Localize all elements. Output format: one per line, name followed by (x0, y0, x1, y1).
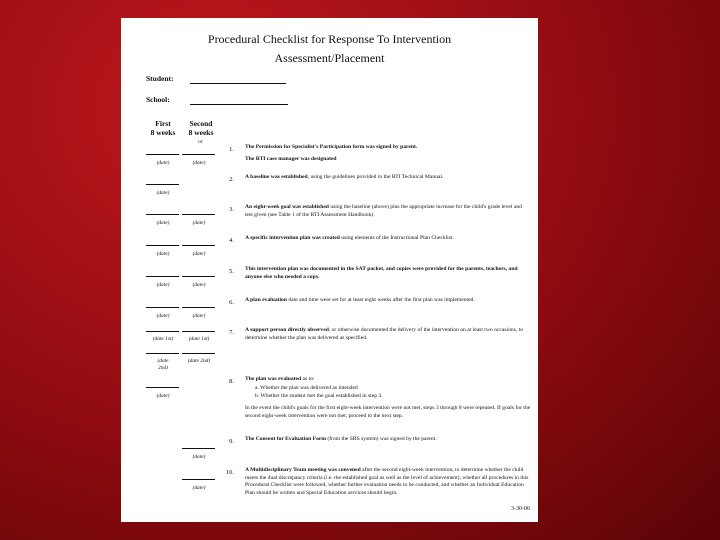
date-label: (date) (192, 282, 206, 288)
step-number: 4. (229, 237, 234, 244)
document-date: 3-30-06 (511, 506, 530, 512)
step-number: 5. (229, 268, 234, 275)
step-text: An eight-week goal was established using the baseline (above) plus the appropriate increase for the child's grade level and test given (see Table 1 of the RTI Assessment Handbook). (245, 204, 522, 218)
date-1st-label: (date 1st) (152, 336, 174, 342)
date-2nd-label: (date (157, 358, 169, 364)
date-label: (date) (192, 485, 206, 491)
signature-line[interactable] (182, 448, 215, 449)
signature-line[interactable] (146, 214, 179, 215)
signature-line[interactable] (182, 307, 215, 308)
step-number: 8. (229, 378, 234, 385)
date-label: (date) (192, 220, 206, 226)
step-number: 6. (229, 299, 234, 306)
date-label: (date) (156, 220, 170, 226)
step-text: A plan evaluation date and time were set for at least eight weeks after the first plan was implemented. (245, 297, 475, 303)
step-text: The plan was evaluated as to: (245, 376, 315, 382)
signature-line[interactable] (182, 214, 215, 215)
signature-line[interactable] (146, 387, 179, 388)
signature-line[interactable] (182, 479, 215, 480)
date-label: (date) (156, 313, 170, 319)
signature-line[interactable] (146, 307, 179, 308)
step-text: This intervention plan was documented in the SAT packet, and copies were provided for the parents, teachers, and anyone else who needed a copy. (245, 266, 518, 280)
date-label: (date) (192, 251, 206, 257)
step-number: 9. (229, 438, 234, 445)
step-number: 3. (229, 206, 234, 213)
date-label: (date) (156, 190, 170, 196)
student-field[interactable] (190, 83, 286, 84)
step8-sub-b: b. Whether the student met the goal established in step 3. (255, 393, 383, 399)
step-text: A baseline was established, using the guidelines provided in the RTI Technical Manual. (245, 174, 444, 180)
date-label: (date) (192, 160, 206, 166)
signature-line[interactable] (146, 353, 179, 354)
date-label: (date) (156, 251, 170, 257)
or-label: or (198, 139, 203, 145)
signature-line[interactable] (182, 245, 215, 246)
school-label: School: (146, 95, 170, 104)
step-text: The RTI case manager was designated (245, 156, 337, 162)
date-1st-label: (date 1st) (188, 336, 210, 342)
step-number: 2. (229, 176, 234, 183)
signature-line[interactable] (146, 276, 179, 277)
step-number: 7. (229, 329, 234, 336)
step-number: 1. (229, 146, 234, 153)
signature-line[interactable] (182, 276, 215, 277)
page-title: Procedural Checklist for Response To Intervention (207, 32, 452, 46)
step8-sub-a: a. Whether the plan was delivered as intended (255, 385, 358, 391)
date-label: (date) (192, 313, 206, 319)
date-label: (date) (192, 454, 206, 460)
signature-line[interactable] (182, 353, 215, 354)
signature-line[interactable] (182, 331, 215, 332)
step8-note: In the event the child's goals for the first eight-week intervention were not met, steps 3 through 8 were repeated. If goals for the second eight-week intervention were not met, proceed to the next step. (245, 405, 531, 419)
checklist-page (121, 18, 538, 522)
date-2nd-label: (date 2nd) (187, 358, 211, 364)
date-label: (date) (156, 160, 170, 166)
step-text: A Multidisciplinary Team meeting was convened after the second eight-week intervention, to determine whether the child meets the dual discrepancy criteria (i.e. the established goal as well as the level of achievement), whether all procedures in this Procedural Checklist were followed, whether further evaluation needs to be conducted, and whether an Individual Education Plan should be written and Special Education services should begin. (245, 467, 529, 496)
step-text: The Consent for Evaluation Form (from the SRS system) was signed by the parent. (245, 436, 437, 442)
signature-line[interactable] (146, 245, 179, 246)
column-header-second: Second 8 weeks (188, 119, 214, 137)
step-text: The Permission for Specialist's Participation form was signed by parent. (245, 144, 418, 150)
step-number: 10. (225, 469, 234, 476)
page-subtitle: Assessment/Placement (274, 51, 385, 65)
step-text: A specific intervention plan was created using elements of the Instructional Plan Checklist. (245, 235, 454, 241)
step-text: A support person directly observed, or otherwise documented the delivery of the intervention on at least two occasions, to determine whether the plan was delivered as specified. (245, 327, 523, 341)
signature-line[interactable] (146, 331, 179, 332)
signature-line[interactable] (182, 154, 215, 155)
date-label: (date) (156, 282, 170, 288)
student-label: Student: (146, 74, 174, 83)
signature-line[interactable] (146, 154, 179, 155)
date-2nd-label: 2nd) (158, 365, 168, 371)
date-label: (date) (156, 393, 170, 399)
school-field[interactable] (190, 104, 288, 105)
column-header-first: First 8 weeks (150, 119, 176, 137)
signature-line[interactable] (146, 184, 179, 185)
